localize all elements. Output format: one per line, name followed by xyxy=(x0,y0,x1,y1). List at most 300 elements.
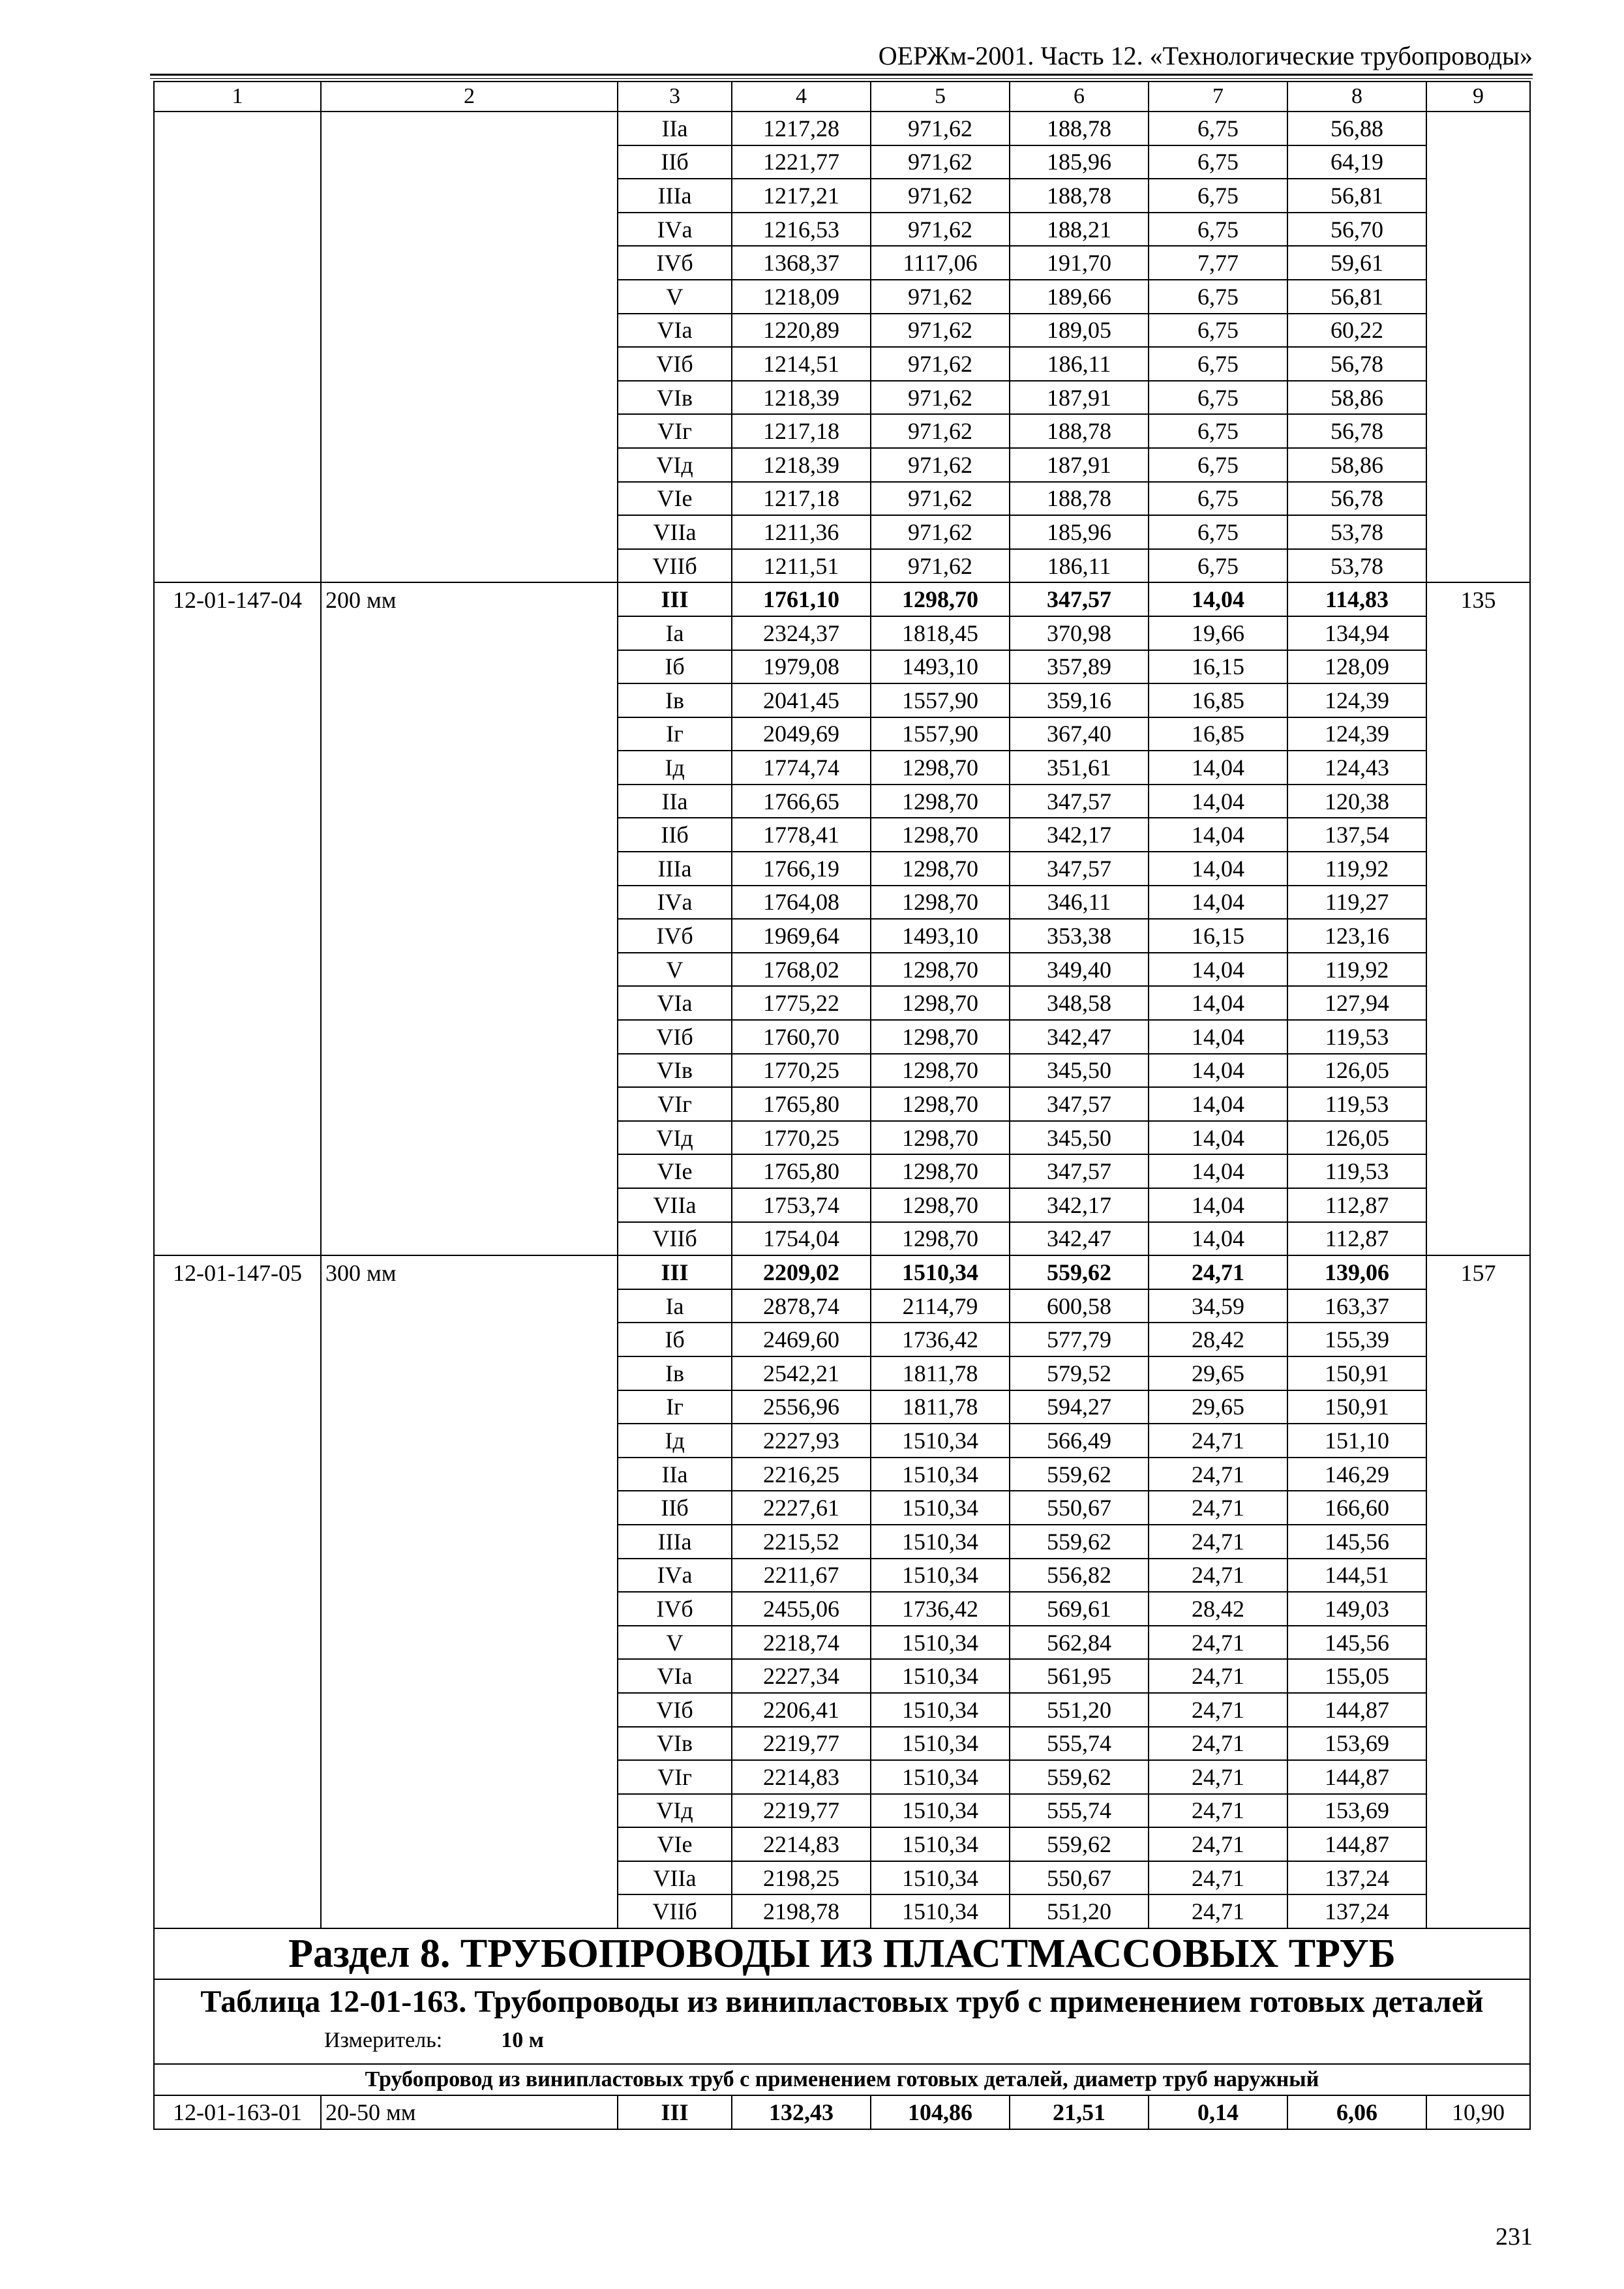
row-col8: 166,60 xyxy=(1287,1491,1426,1525)
row-col8: 112,87 xyxy=(1287,1188,1426,1222)
row-col8: 146,29 xyxy=(1287,1458,1426,1491)
row-variant: IIб xyxy=(618,818,732,852)
row-col6: 566,49 xyxy=(1010,1424,1149,1458)
row-col7: 6,75 xyxy=(1149,112,1287,145)
row-col6: 347,57 xyxy=(1010,852,1149,886)
row-variant: VIIа xyxy=(618,515,732,549)
row-col6: 348,58 xyxy=(1010,986,1149,1020)
table-row xyxy=(154,582,1530,616)
row-col9: 135 xyxy=(1426,582,1530,1255)
row-variant: VIб xyxy=(618,1693,732,1727)
row-col4: 2215,52 xyxy=(732,1525,871,1559)
row-col7: 7,77 xyxy=(1149,246,1287,280)
row-col5: 1818,45 xyxy=(871,616,1010,650)
row-col4: 1775,22 xyxy=(732,986,871,1020)
row-variant: IIа xyxy=(618,1458,732,1491)
row-code: 12-01-163-01 xyxy=(154,2095,321,2129)
row-variant: III xyxy=(618,2095,732,2129)
row-col5: 1510,34 xyxy=(871,1626,1010,1660)
row-col7: 6,75 xyxy=(1149,347,1287,381)
row-name xyxy=(321,112,618,582)
row-col7: 24,71 xyxy=(1149,1827,1287,1861)
row-variant: IVа xyxy=(618,213,732,247)
row-col8: 56,81 xyxy=(1287,280,1426,314)
row-col5: 971,62 xyxy=(871,381,1010,415)
row-col6: 347,57 xyxy=(1010,582,1149,616)
row-col7: 24,71 xyxy=(1149,1894,1287,1928)
row-col6: 347,57 xyxy=(1010,1154,1149,1188)
row-variant: V xyxy=(618,1626,732,1660)
row-col7: 6,75 xyxy=(1149,515,1287,549)
row-variant: VIа xyxy=(618,1659,732,1693)
row-variant: IIIа xyxy=(618,1525,732,1559)
row-col7: 14,04 xyxy=(1149,785,1287,818)
row-variant: VIIб xyxy=(618,1222,732,1256)
row-col9: 157 xyxy=(1426,1255,1530,1928)
row-col4: 1765,80 xyxy=(732,1087,871,1121)
row-variant: Iа xyxy=(618,1289,732,1323)
row-col5: 971,62 xyxy=(871,515,1010,549)
row-col8: 60,22 xyxy=(1287,314,1426,348)
header-rule-thin xyxy=(150,78,1533,79)
row-col4: 1368,37 xyxy=(732,246,871,280)
row-col5: 971,62 xyxy=(871,145,1010,179)
row-col4: 1774,74 xyxy=(732,751,871,785)
row-col4: 2227,93 xyxy=(732,1424,871,1458)
row-col5: 1510,34 xyxy=(871,1693,1010,1727)
row-col5: 1298,70 xyxy=(871,1188,1010,1222)
row-col5: 1298,70 xyxy=(871,1054,1010,1088)
row-variant: Iг xyxy=(618,717,732,751)
row-col8: 56,81 xyxy=(1287,179,1426,213)
row-col6: 562,84 xyxy=(1010,1626,1149,1660)
row-col6: 342,47 xyxy=(1010,1020,1149,1054)
row-variant: VIг xyxy=(618,1760,732,1794)
column-number: 9 xyxy=(1426,82,1530,112)
row-col6: 594,27 xyxy=(1010,1390,1149,1424)
row-col4: 1754,04 xyxy=(732,1222,871,1256)
row-col8: 53,78 xyxy=(1287,549,1426,583)
row-variant: VIе xyxy=(618,482,732,516)
row-col4: 2206,41 xyxy=(732,1693,871,1727)
row-variant: V xyxy=(618,280,732,314)
row-col5: 1510,34 xyxy=(871,1894,1010,1928)
row-col6: 185,96 xyxy=(1010,145,1149,179)
row-col6: 559,62 xyxy=(1010,1525,1149,1559)
column-number: 5 xyxy=(871,82,1010,112)
row-col6: 191,70 xyxy=(1010,246,1149,280)
row-variant: Iв xyxy=(618,1356,732,1390)
row-col5: 1298,70 xyxy=(871,751,1010,785)
row-col7: 16,15 xyxy=(1149,650,1287,684)
column-number: 8 xyxy=(1287,82,1426,112)
row-col4: 2219,77 xyxy=(732,1727,871,1761)
row-col5: 1510,34 xyxy=(871,1659,1010,1693)
row-col4: 1217,18 xyxy=(732,482,871,516)
row-col8: 127,94 xyxy=(1287,986,1426,1020)
row-col7: 14,04 xyxy=(1149,1222,1287,1256)
row-col6: 188,78 xyxy=(1010,179,1149,213)
row-col5: 1510,34 xyxy=(871,1525,1010,1559)
row-col8: 153,69 xyxy=(1287,1727,1426,1761)
row-col5: 1736,42 xyxy=(871,1592,1010,1626)
row-col4: 1220,89 xyxy=(732,314,871,348)
row-col6: 186,11 xyxy=(1010,347,1149,381)
row-name: 300 мм xyxy=(321,1255,618,1928)
row-col5: 971,62 xyxy=(871,213,1010,247)
row-col8: 128,09 xyxy=(1287,650,1426,684)
row-variant: IVа xyxy=(618,1559,732,1593)
row-col8: 149,03 xyxy=(1287,1592,1426,1626)
row-col7: 16,85 xyxy=(1149,683,1287,717)
row-col5: 971,62 xyxy=(871,179,1010,213)
row-col8: 53,78 xyxy=(1287,515,1426,549)
row-col4: 1760,70 xyxy=(732,1020,871,1054)
row-col7: 16,15 xyxy=(1149,919,1287,953)
row-col8: 119,92 xyxy=(1287,852,1426,886)
row-col7: 14,04 xyxy=(1149,1121,1287,1155)
row-col7: 29,65 xyxy=(1149,1390,1287,1424)
row-col7: 14,04 xyxy=(1149,751,1287,785)
row-col6: 556,82 xyxy=(1010,1559,1149,1593)
row-variant: VIб xyxy=(618,347,732,381)
column-number: 7 xyxy=(1149,82,1287,112)
row-variant: VIа xyxy=(618,314,732,348)
row-col5: 1298,70 xyxy=(871,852,1010,886)
row-col7: 6,75 xyxy=(1149,179,1287,213)
row-col7: 6,75 xyxy=(1149,482,1287,516)
row-col8: 124,39 xyxy=(1287,683,1426,717)
row-variant: IIа xyxy=(618,112,732,145)
row-col6: 353,38 xyxy=(1010,919,1149,953)
row-col6: 342,17 xyxy=(1010,1188,1149,1222)
row-col8: 144,51 xyxy=(1287,1559,1426,1593)
row-col7: 6,75 xyxy=(1149,381,1287,415)
row-col8: 139,06 xyxy=(1287,1255,1426,1289)
section-row xyxy=(154,1928,1530,1979)
row-col8: 56,70 xyxy=(1287,213,1426,247)
row-col7: 14,04 xyxy=(1149,986,1287,1020)
row-col8: 155,05 xyxy=(1287,1659,1426,1693)
row-col6: 345,50 xyxy=(1010,1054,1149,1088)
row-col8: 56,78 xyxy=(1287,347,1426,381)
row-col5: 1510,34 xyxy=(871,1760,1010,1794)
row-variant: VIIа xyxy=(618,1188,732,1222)
row-col4: 2542,21 xyxy=(732,1356,871,1390)
row-col7: 14,04 xyxy=(1149,1188,1287,1222)
row-code: 12-01-147-04 xyxy=(154,582,321,1255)
row-col5: 1298,70 xyxy=(871,953,1010,987)
page-number: 231 xyxy=(1496,2223,1533,2251)
row-col8: 56,78 xyxy=(1287,414,1426,448)
row-col7: 6,75 xyxy=(1149,213,1287,247)
row-variant: IIIа xyxy=(618,852,732,886)
row-col4: 1761,10 xyxy=(732,582,871,616)
row-col4: 2209,02 xyxy=(732,1255,871,1289)
section-8-block xyxy=(154,1928,1530,2129)
row-col4: 2198,78 xyxy=(732,1894,871,1928)
row-col4: 2227,34 xyxy=(732,1659,871,1693)
row-col6: 551,20 xyxy=(1010,1693,1149,1727)
row-col4: 2198,25 xyxy=(732,1861,871,1895)
row-col7: 6,75 xyxy=(1149,414,1287,448)
row-col8: 151,10 xyxy=(1287,1424,1426,1458)
row-col6: 600,58 xyxy=(1010,1289,1149,1323)
row-col5: 1811,78 xyxy=(871,1356,1010,1390)
row-col4: 1217,18 xyxy=(732,414,871,448)
row-col7: 24,71 xyxy=(1149,1491,1287,1525)
row-col4: 1214,51 xyxy=(732,347,871,381)
row-col7: 14,04 xyxy=(1149,1054,1287,1088)
row-col5: 1298,70 xyxy=(871,1020,1010,1054)
row-variant: Iб xyxy=(618,1323,732,1356)
column-number: 6 xyxy=(1010,82,1149,112)
row-col8: 58,86 xyxy=(1287,448,1426,482)
row-col9 xyxy=(1426,112,1530,582)
row-col5: 1117,06 xyxy=(871,246,1010,280)
row-variant: Iб xyxy=(618,650,732,684)
row-col5: 1811,78 xyxy=(871,1390,1010,1424)
row-col8: 155,39 xyxy=(1287,1323,1426,1356)
row-col6: 189,05 xyxy=(1010,314,1149,348)
row-col7: 24,71 xyxy=(1149,1861,1287,1895)
subtitle-row xyxy=(154,2064,1530,2095)
table-title: Таблица 12-01-163. Трубопроводы из винипластовых труб с применением готовых деталей xyxy=(200,1984,1484,2020)
row-col4: 1765,80 xyxy=(732,1154,871,1188)
row-col6: 550,67 xyxy=(1010,1861,1149,1895)
row-col8: 56,78 xyxy=(1287,482,1426,516)
row-variant: IIа xyxy=(618,785,732,818)
row-col8: 59,61 xyxy=(1287,246,1426,280)
row-col5: 1736,42 xyxy=(871,1323,1010,1356)
row-col4: 1766,19 xyxy=(732,852,871,886)
row-col5: 1510,34 xyxy=(871,1559,1010,1593)
row-col8: 126,05 xyxy=(1287,1121,1426,1155)
row-col4: 1218,39 xyxy=(732,448,871,482)
row-col8: 137,24 xyxy=(1287,1894,1426,1928)
row-col7: 29,65 xyxy=(1149,1356,1287,1390)
row-col5: 971,62 xyxy=(871,414,1010,448)
row-col4: 1770,25 xyxy=(732,1054,871,1088)
row-col6: 187,91 xyxy=(1010,381,1149,415)
row-col8: 150,91 xyxy=(1287,1356,1426,1390)
row-col5: 971,62 xyxy=(871,448,1010,482)
row-col7: 28,42 xyxy=(1149,1592,1287,1626)
meter xyxy=(324,2029,544,2052)
row-col8: 144,87 xyxy=(1287,1693,1426,1727)
row-col4: 1221,77 xyxy=(732,145,871,179)
row-variant: Iг xyxy=(618,1390,732,1424)
section-title: Раздел 8. ТРУБОПРОВОДЫ ИЗ ПЛАСТМАССОВЫХ ТРУБ xyxy=(154,1928,1530,1979)
row-col4: 1218,39 xyxy=(732,381,871,415)
row-col6: 342,17 xyxy=(1010,818,1149,852)
row-col7: 16,85 xyxy=(1149,717,1287,751)
row-col6: 347,57 xyxy=(1010,1087,1149,1121)
row-col6: 187,91 xyxy=(1010,448,1149,482)
row-variant: Iд xyxy=(618,1424,732,1458)
row-name: 20-50 мм xyxy=(321,2095,618,2129)
row-col6: 555,74 xyxy=(1010,1794,1149,1828)
row-col7: 34,59 xyxy=(1149,1289,1287,1323)
row-col7: 24,71 xyxy=(1149,1659,1287,1693)
row-col4: 1753,74 xyxy=(732,1188,871,1222)
row-code: 12-01-147-05 xyxy=(154,1255,321,1928)
row-col6: 189,66 xyxy=(1010,280,1149,314)
row-col9: 10,90 xyxy=(1426,2095,1530,2129)
table-title-cell xyxy=(154,1979,1530,2064)
row-col5: 1510,34 xyxy=(871,1827,1010,1861)
row-col8: 6,06 xyxy=(1287,2095,1426,2129)
row-variant: V xyxy=(618,953,732,987)
row-col7: 24,71 xyxy=(1149,1255,1287,1289)
row-col7: 28,42 xyxy=(1149,1323,1287,1356)
row-col8: 124,39 xyxy=(1287,717,1426,751)
row-col5: 1510,34 xyxy=(871,1255,1010,1289)
row-col7: 6,75 xyxy=(1149,145,1287,179)
row-col5: 1298,70 xyxy=(871,1121,1010,1155)
row-col7: 0,14 xyxy=(1149,2095,1287,2129)
row-col7: 24,71 xyxy=(1149,1760,1287,1794)
row-col8: 150,91 xyxy=(1287,1390,1426,1424)
row-col7: 24,71 xyxy=(1149,1727,1287,1761)
row-col7: 24,71 xyxy=(1149,1424,1287,1458)
row-col5: 971,62 xyxy=(871,280,1010,314)
row-col8: 119,53 xyxy=(1287,1020,1426,1054)
row-col5: 1510,34 xyxy=(871,1458,1010,1491)
meter-label: Измеритель: xyxy=(324,2028,443,2053)
row-col5: 971,62 xyxy=(871,347,1010,381)
row-variant: VIб xyxy=(618,1020,732,1054)
row-col8: 153,69 xyxy=(1287,1794,1426,1828)
row-variant: III xyxy=(618,1255,732,1289)
row-col6: 185,96 xyxy=(1010,515,1149,549)
row-col4: 1778,41 xyxy=(732,818,871,852)
row-col4: 1217,21 xyxy=(732,179,871,213)
row-col4: 1211,36 xyxy=(732,515,871,549)
row-col4: 1211,51 xyxy=(732,549,871,583)
row-col6: 342,47 xyxy=(1010,1222,1149,1256)
row-variant: VIг xyxy=(618,414,732,448)
row-col6: 555,74 xyxy=(1010,1727,1149,1761)
row-col6: 347,57 xyxy=(1010,785,1149,818)
row-name: 200 мм xyxy=(321,582,618,1255)
row-col7: 14,04 xyxy=(1149,886,1287,920)
row-col7: 19,66 xyxy=(1149,616,1287,650)
row-col4: 2556,96 xyxy=(732,1390,871,1424)
row-col8: 163,37 xyxy=(1287,1289,1426,1323)
row-col6: 188,21 xyxy=(1010,213,1149,247)
row-col8: 119,53 xyxy=(1287,1087,1426,1121)
row-col5: 1510,34 xyxy=(871,1861,1010,1895)
row-col4: 2216,25 xyxy=(732,1458,871,1491)
row-variant: Iв xyxy=(618,683,732,717)
row-variant: VIд xyxy=(618,1794,732,1828)
row-col6: 21,51 xyxy=(1010,2095,1149,2129)
row-col6: 186,11 xyxy=(1010,549,1149,583)
row-col7: 14,04 xyxy=(1149,953,1287,987)
rates-table xyxy=(153,81,1531,2130)
table-row xyxy=(154,112,1530,145)
row-variant: VIв xyxy=(618,381,732,415)
row-col7: 14,04 xyxy=(1149,582,1287,616)
row-col4: 1979,08 xyxy=(732,650,871,684)
row-col8: 145,56 xyxy=(1287,1525,1426,1559)
table-title-row xyxy=(154,1979,1530,2064)
row-col5: 971,62 xyxy=(871,482,1010,516)
meter-value: 10 м xyxy=(501,2028,544,2053)
row-col4: 2324,37 xyxy=(732,616,871,650)
row-col6: 357,89 xyxy=(1010,650,1149,684)
row-variant: IIIа xyxy=(618,179,732,213)
row-col4: 2227,61 xyxy=(732,1491,871,1525)
column-number: 2 xyxy=(321,82,618,112)
column-number: 1 xyxy=(154,82,321,112)
row-variant: VIв xyxy=(618,1054,732,1088)
row-col5: 1298,70 xyxy=(871,785,1010,818)
row-col7: 24,71 xyxy=(1149,1693,1287,1727)
row-col6: 188,78 xyxy=(1010,112,1149,145)
row-variant: VIIб xyxy=(618,549,732,583)
row-variant: VIе xyxy=(618,1827,732,1861)
row-col6: 345,50 xyxy=(1010,1121,1149,1155)
row-col6: 188,78 xyxy=(1010,414,1149,448)
row-variant: IIб xyxy=(618,145,732,179)
table-row xyxy=(154,1255,1530,1289)
row-col4: 2049,69 xyxy=(732,717,871,751)
row-col6: 579,52 xyxy=(1010,1356,1149,1390)
row-col8: 144,87 xyxy=(1287,1827,1426,1861)
row-variant: IVб xyxy=(618,246,732,280)
row-col8: 114,83 xyxy=(1287,582,1426,616)
row-col4: 2455,06 xyxy=(732,1592,871,1626)
row-col8: 64,19 xyxy=(1287,145,1426,179)
row-col5: 1510,34 xyxy=(871,1424,1010,1458)
row-col8: 137,54 xyxy=(1287,818,1426,852)
row-variant: Iд xyxy=(618,751,732,785)
row-col6: 351,61 xyxy=(1010,751,1149,785)
row-col8: 119,27 xyxy=(1287,886,1426,920)
row-col6: 349,40 xyxy=(1010,953,1149,987)
row-col7: 14,04 xyxy=(1149,1020,1287,1054)
row-code xyxy=(154,112,321,582)
row-col6: 346,11 xyxy=(1010,886,1149,920)
page-header: ОЕРЖм-2001. Часть 12. «Технологические трубопроводы» xyxy=(878,41,1533,70)
row-variant: VIIа xyxy=(618,1861,732,1895)
row-col4: 2219,77 xyxy=(732,1794,871,1828)
header-rule xyxy=(150,74,1533,76)
row-col4: 1764,08 xyxy=(732,886,871,920)
row-col4: 132,43 xyxy=(732,2095,871,2129)
row-col7: 14,04 xyxy=(1149,852,1287,886)
row-col5: 1298,70 xyxy=(871,986,1010,1020)
row-col6: 559,62 xyxy=(1010,1255,1149,1289)
column-number-row xyxy=(154,82,1530,112)
row-variant: IVб xyxy=(618,1592,732,1626)
row-col5: 1557,90 xyxy=(871,683,1010,717)
row-col6: 550,67 xyxy=(1010,1491,1149,1525)
row-variant: VIд xyxy=(618,448,732,482)
row-col5: 1298,70 xyxy=(871,818,1010,852)
row-variant: VIе xyxy=(618,1154,732,1188)
row-col4: 1770,25 xyxy=(732,1121,871,1155)
row-col8: 56,88 xyxy=(1287,112,1426,145)
row-col8: 112,87 xyxy=(1287,1222,1426,1256)
row-col5: 1557,90 xyxy=(871,717,1010,751)
row-col6: 367,40 xyxy=(1010,717,1149,751)
row-col5: 971,62 xyxy=(871,549,1010,583)
row-col8: 145,56 xyxy=(1287,1626,1426,1660)
row-col5: 1493,10 xyxy=(871,650,1010,684)
